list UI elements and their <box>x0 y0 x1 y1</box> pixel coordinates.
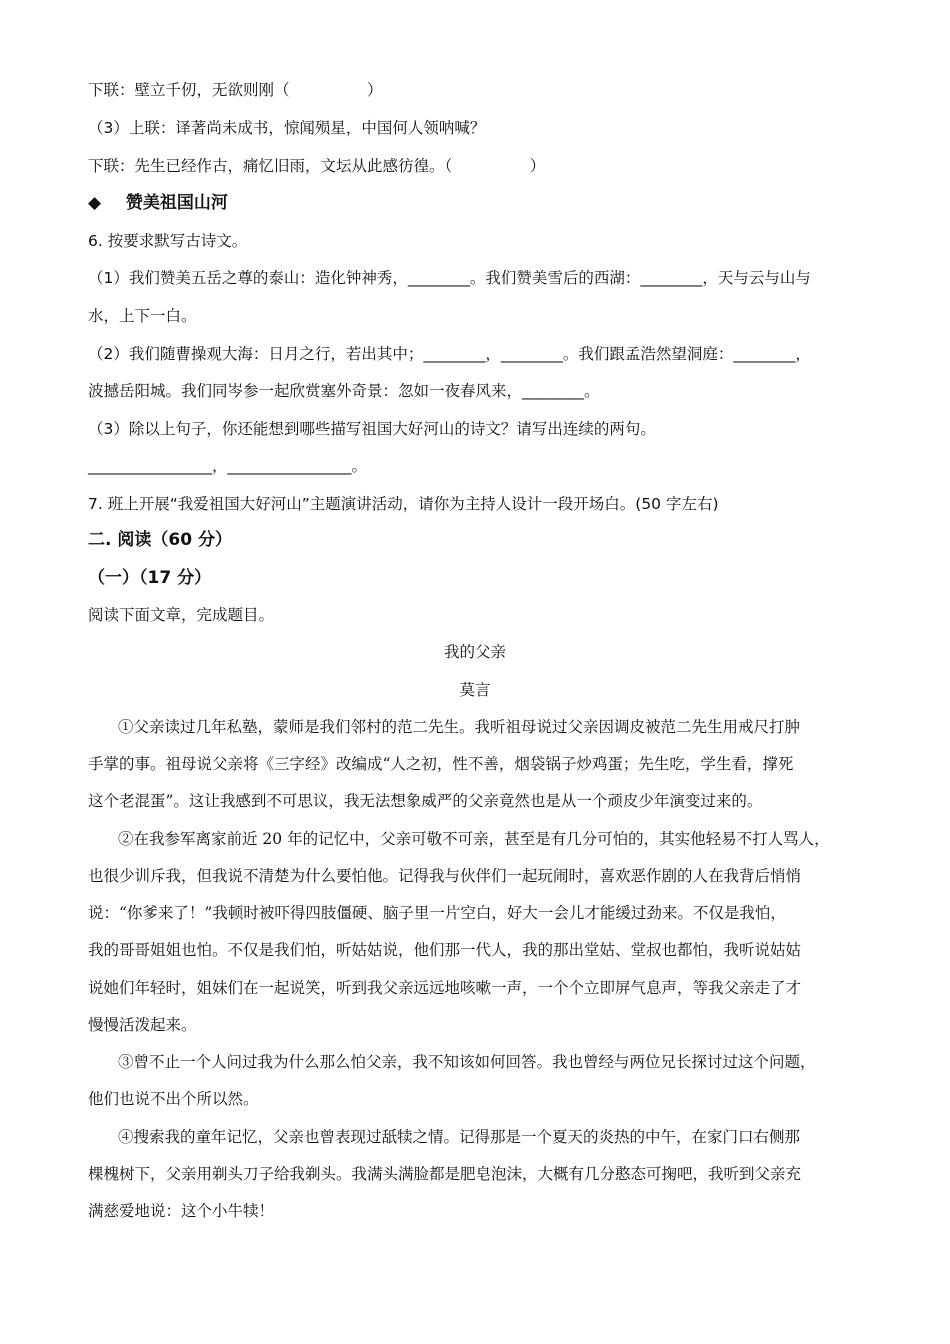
question-6-2-line-1: （2）我们随曹操观大海：日月之行，若出其中；________，________。我们跟孟浩然望洞庭：________， <box>88 345 811 363</box>
part-2-subheading: （一）（17 分） <box>88 568 212 588</box>
question-6-stem: 6. 按要求默写古诗文。 <box>88 232 248 250</box>
paragraph-1-line-2: 手掌的事。祖母说父亲将《三字经》改编成“人之初，性不善，烟袋锅子炒鸡蛋；先生吃，学生看，撑死 <box>88 755 794 773</box>
paragraph-4-line-1: ④搜索我的童年记忆，父亲也曾表现过舐犊之情。记得那是一个夏天的炎热的中午，在家门口右侧那 <box>118 1128 801 1146</box>
couplet-3-upper: （3）上联：译著尚未成书，惊闻殒星，中国何人领呐喊？ <box>88 119 486 137</box>
section-title: 赞美祖国山河 <box>125 193 228 213</box>
question-6-1-line-2: 水，上下一白。 <box>88 307 197 325</box>
paragraph-4-line-2: 棵槐树下，父亲用剃头刀子给我剃头。我满头满脸都是肥皂泡沫，大概有几分憨态可掬吧，我听到父亲充 <box>88 1165 802 1183</box>
couplet-3-lower: 下联：先生已经作古，痛忆旧雨，文坛从此感彷徨。（ ） <box>88 157 546 175</box>
paragraph-2-line-4: 我的哥哥姐姐也怕。不仅是我们怕，听姑姑说，他们那一代人，我的那出堂姑、堂叔也都怕，我听说姑姑 <box>88 941 802 959</box>
question-6-3-line-1: （3）除以上句子，你还能想到哪些描写祖国大好河山的诗文？请写出连续的两句。 <box>88 420 656 438</box>
question-6-1-line-1: （1）我们赞美五岳之尊的泰山：造化钟神秀，________。我们赞美雪后的西湖：________，天与云与山与 <box>88 269 811 287</box>
paragraph-2-line-2: 也很少训斥我，但我说不清楚为什么要怕他。记得我与伙伴们一起玩闹时，喜欢恶作剧的人在我背后悄悄 <box>88 867 802 885</box>
paragraph-1-line-1: ①父亲读过几年私塾，蒙师是我们邻村的范二先生。我听祖母说过父亲因调皮被范二先生用戒尺打肿 <box>118 718 801 736</box>
paragraph-3-line-2: 他们也说不出个所以然。 <box>88 1090 259 1108</box>
question-6-3-answer-line: ________________，________________。 <box>88 457 368 475</box>
reading-instruction: 阅读下面文章，完成题目。 <box>88 606 275 624</box>
paragraph-2-line-6: 慢慢活泼起来。 <box>88 1016 197 1034</box>
part-2-heading: 二. 阅读（60 分） <box>88 530 232 550</box>
question-7: 7. 班上开展“我爱祖国大好河山”主题演讲活动，请你为主持人设计一段开场白。(50 字左右) <box>88 495 719 513</box>
paragraph-2-line-5: 说她们年轻时，姐妹们在一起说笑，听到我父亲远远地咳嗽一声，一个个立即屏气息声，等我父亲走了才 <box>88 979 802 997</box>
paragraph-2-line-1: ②在我参军离家前近 20 年的记忆中，父亲可敬不可亲，甚至是有几分可怕的，其实他轻易不打人骂人， <box>118 830 830 848</box>
paragraph-4-line-3: 满慈爱地说：这个小牛犊！ <box>88 1202 275 1220</box>
paragraph-3-line-1: ③曾不止一个人问过我为什么那么怕父亲，我不知该如何回答。我也曾经与两位兄长探讨过这个问题， <box>118 1053 816 1071</box>
paragraph-1-line-3: 这个老混蛋”。这让我感到不可思议，我无法想象威严的父亲竟然也是从一个顽皮少年演变过来的。 <box>88 792 763 810</box>
couplet-2-lower: 下联：壁立千仞，无欲则刚（ ） <box>88 81 383 99</box>
article-title: 我的父亲 <box>443 643 506 661</box>
section-heading <box>88 193 228 213</box>
question-6-2-line-2: 波撼岳阳城。我们同岑参一起欣赏塞外奇景：忽如一夜春风来，________。 <box>88 382 600 400</box>
diamond-bullet-icon: ◆ <box>88 193 102 213</box>
article-author: 莫言 <box>459 681 491 699</box>
paragraph-2-line-3: 说：“你爹来了！”我顿时被吓得四肢僵硬、脑子里一片空白，好大一会儿才能缓过劲来。不仅是我怕， <box>88 904 786 922</box>
